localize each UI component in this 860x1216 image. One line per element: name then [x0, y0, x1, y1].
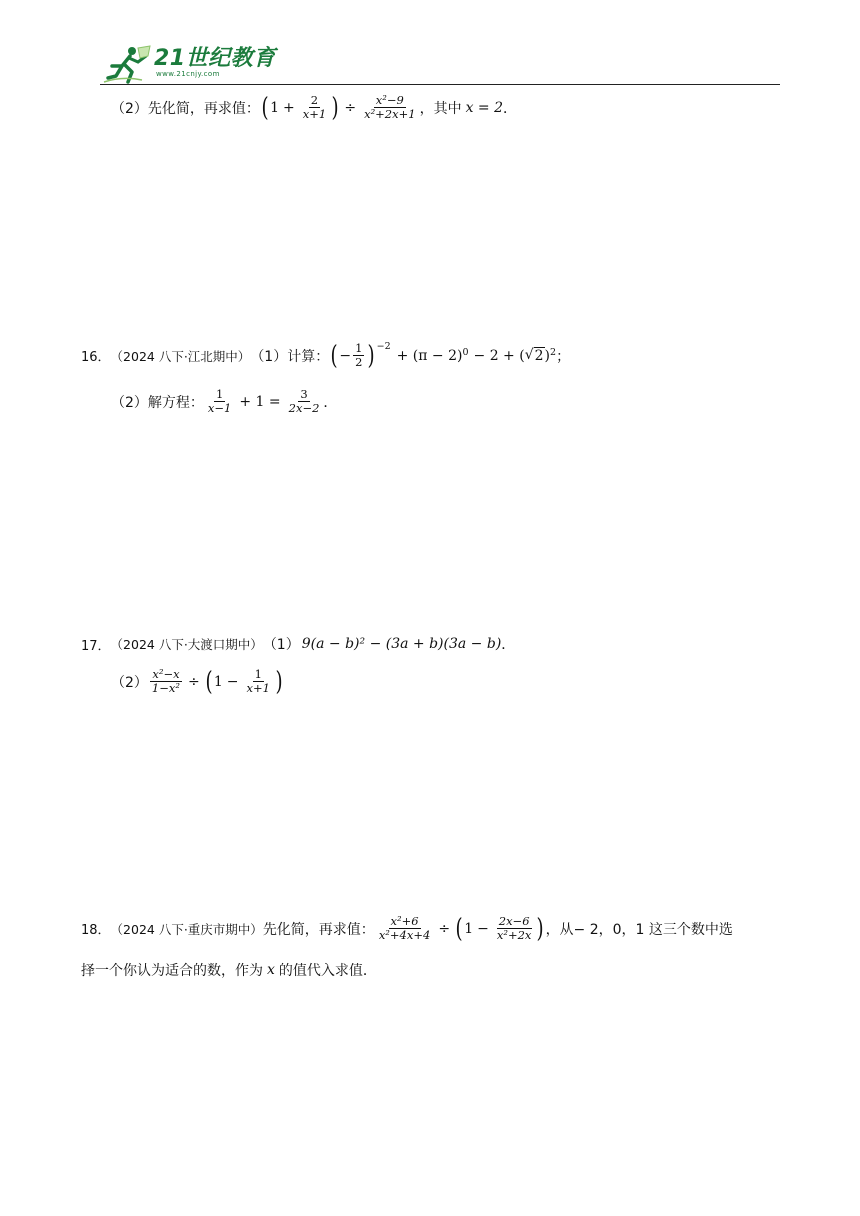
question-source: （2024 八下·江北期中）	[110, 348, 251, 364]
brand-logo	[102, 40, 276, 84]
fraction	[353, 342, 364, 369]
fraction	[301, 94, 328, 121]
punctuation: ．	[501, 637, 516, 653]
numerator: 1	[355, 341, 363, 355]
numerator: x²+6	[390, 914, 419, 928]
numerator: 3	[300, 387, 308, 401]
math-operator: −	[477, 920, 489, 937]
part-label: （2）	[111, 394, 148, 411]
punctuation: ．	[323, 394, 338, 411]
numerator: x²−x	[152, 667, 180, 681]
q16-equation	[204, 388, 324, 415]
instruction-text: 解方程：	[147, 394, 204, 411]
page-header	[100, 40, 780, 86]
numerator: 1	[254, 667, 262, 681]
exponent: 0	[462, 347, 469, 358]
punctuation: ；	[556, 348, 571, 365]
part-label: （2）	[111, 674, 148, 691]
logo-url: www.21cnjy.com	[156, 70, 220, 78]
math-variable: x	[267, 962, 275, 978]
numerator: 2x−6	[498, 914, 530, 928]
denominator: x²+4x+4	[378, 928, 431, 942]
math-term: )	[544, 347, 551, 364]
math-operator: ÷	[438, 920, 451, 937]
denominator: x−1	[207, 401, 232, 415]
denominator: x+1	[302, 107, 327, 121]
fraction	[362, 94, 418, 121]
q17-part2	[111, 668, 284, 695]
instruction-text: 的值代入求值．	[278, 963, 377, 979]
q16-part2	[111, 388, 337, 415]
instruction-text: 择一个你认为适合的数，作为	[81, 963, 263, 979]
math-term: − 2 + (	[473, 347, 525, 364]
denominator: 2	[355, 355, 363, 369]
numerator: x²−9	[375, 93, 404, 107]
math-term: + (π − 2)	[396, 347, 463, 364]
math-term: 1	[213, 673, 223, 690]
instruction-text: ，其中	[419, 100, 462, 117]
exponent: −2	[376, 341, 391, 352]
logo-title: 21世纪教育	[154, 46, 276, 71]
math-term: + 1 =	[239, 393, 281, 410]
punctuation: ．	[503, 100, 518, 117]
q16-part1	[81, 342, 570, 369]
q17-expression-2: $\frac{\text{x²−x}}{\text{1−x²}}$ ÷ ( 1 − $\frac{1}{x+1}$ )	[151, 666, 283, 697]
q15-expression: ( 1 + $\frac{2}{x+1}$ ) ÷ $\frac{\text{x²−9}}{\text{x²+2x+1}}$	[261, 92, 416, 123]
part-label: （1）	[250, 348, 288, 365]
radicand: 2	[534, 348, 544, 364]
square-root: √ 2	[524, 347, 544, 364]
fraction	[287, 388, 322, 415]
q18-line1	[81, 915, 733, 942]
math-operator: −	[226, 673, 239, 690]
fraction	[206, 388, 233, 415]
q16-expression-1: ( − $\frac{1}{2}$ ) −2 + (π − 2) 0 − 2 + ( √ 2 ) 2	[330, 340, 557, 371]
math-term: 1	[270, 99, 279, 116]
math-operator: −	[339, 347, 352, 364]
denominator: 1−x²	[151, 681, 180, 695]
instruction-text: 计算：	[287, 348, 330, 365]
instruction-text: 先化简，再求值：	[147, 100, 260, 117]
denominator: x²+2x	[496, 928, 532, 942]
denominator: x²+2x+1	[364, 107, 416, 121]
math-operator: +	[283, 99, 295, 116]
runner-logo-icon	[102, 44, 152, 84]
q18-line2	[81, 960, 377, 980]
denominator: 2x−2	[288, 401, 320, 415]
exponent: 2	[550, 347, 557, 358]
question-number: 17．	[81, 638, 111, 654]
question-source: （2024 八下·大渡口期中）	[110, 637, 263, 652]
question-number: 16．	[81, 350, 111, 365]
fraction	[377, 915, 433, 942]
q17-part1	[81, 634, 515, 654]
fraction	[495, 915, 534, 942]
numerator: 1	[215, 387, 224, 401]
fraction	[150, 668, 182, 695]
question-source: （2024 八下·重庆市期中）	[110, 921, 263, 937]
header-divider	[100, 84, 780, 85]
math-operator: ÷	[344, 99, 357, 116]
math-term: 1	[464, 920, 474, 937]
fraction	[245, 668, 272, 695]
q17-expression-1: 9(a − b)² − (3a + b)(3a − b)	[301, 636, 502, 652]
part-label: （2）	[111, 100, 148, 117]
q15-part2	[111, 94, 517, 121]
question-number: 18．	[81, 923, 111, 938]
math-term: x = 2	[465, 99, 504, 116]
instruction-text: ，从− 2，0，1 这三个数中选	[545, 921, 733, 938]
part-label: （1）	[262, 637, 300, 653]
q18-expression: $\frac{\text{x²+6}}{\text{x²+4x+4}}$ ÷ ( 1 − $\frac{2x-6}{\text{x²+2x}}$ )	[378, 913, 545, 944]
instruction-text: 先化简，再求值：	[262, 921, 375, 938]
numerator: 2	[310, 93, 319, 107]
math-operator: ÷	[187, 673, 200, 690]
denominator: x+1	[246, 681, 270, 695]
